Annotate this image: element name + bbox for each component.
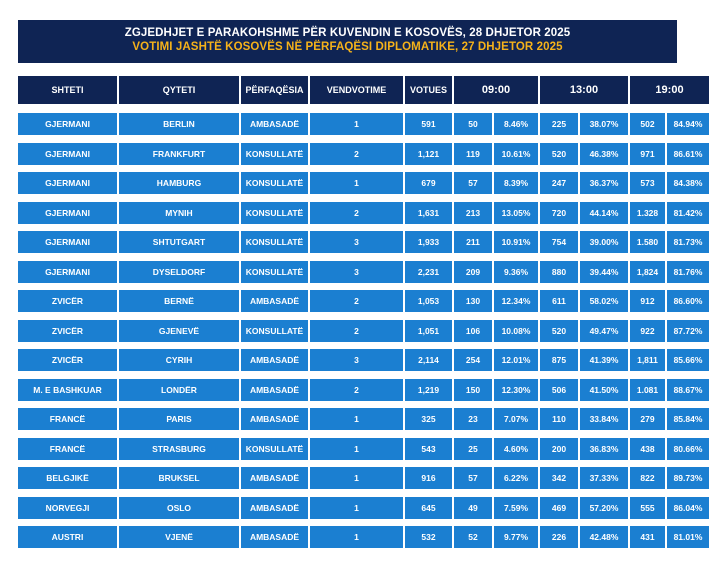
cell-vendvotime: 1 <box>310 408 403 430</box>
cell-vendvotime: 1 <box>310 467 403 489</box>
cell-pct-1900: 88.67% <box>667 379 709 401</box>
table-row <box>18 231 703 253</box>
cell-votes-1900: 912 <box>630 290 665 312</box>
cell-votes-1300: 200 <box>540 438 578 460</box>
cell-pct-1900: 86.60% <box>667 290 709 312</box>
cell-votues: 1,053 <box>405 290 452 312</box>
cell-votues: 532 <box>405 526 452 548</box>
cell-perfaqesia: AMBASADË <box>241 408 308 430</box>
header-time-1900: 19:00 <box>630 76 709 104</box>
header-time-1300: 13:00 <box>540 76 628 104</box>
cell-votes-1300: 342 <box>540 467 578 489</box>
cell-pct-0900: 8.39% <box>494 172 538 194</box>
cell-pct-1300: 57.20% <box>580 497 628 519</box>
cell-votes-1900: 922 <box>630 320 665 342</box>
cell-votues: 916 <box>405 467 452 489</box>
header-vendvotime: VENDVOTIME <box>310 76 403 104</box>
cell-votues: 1,219 <box>405 379 452 401</box>
cell-pct-0900: 6.22% <box>494 467 538 489</box>
title-banner <box>18 20 677 63</box>
cell-votes-1300: 754 <box>540 231 578 253</box>
cell-votes-0900: 50 <box>454 113 492 135</box>
cell-perfaqesia: AMBASADË <box>241 467 308 489</box>
title-main: ZGJEDHJET E PARAKOHSHME PËR KUVENDIN E KOSOVËS, 28 DHJETOR 2025 <box>124 27 571 39</box>
cell-pct-0900: 7.07% <box>494 408 538 430</box>
cell-pct-1900: 89.73% <box>667 467 709 489</box>
cell-pct-1300: 33.84% <box>580 408 628 430</box>
cell-votes-0900: 52 <box>454 526 492 548</box>
cell-votes-1900: 555 <box>630 497 665 519</box>
cell-pct-0900: 9.36% <box>494 261 538 283</box>
cell-qyteti: CYRIH <box>119 349 239 371</box>
cell-qyteti: MYNIH <box>119 202 239 224</box>
cell-pct-1300: 41.39% <box>580 349 628 371</box>
cell-votes-0900: 130 <box>454 290 492 312</box>
cell-votes-1300: 225 <box>540 113 578 135</box>
cell-vendvotime: 1 <box>310 526 403 548</box>
cell-votues: 543 <box>405 438 452 460</box>
cell-pct-1900: 84.94% <box>667 113 709 135</box>
cell-pct-1900: 81.73% <box>667 231 709 253</box>
cell-shteti: NORVEGJI <box>18 497 117 519</box>
cell-votes-1300: 520 <box>540 320 578 342</box>
cell-perfaqesia: AMBASADË <box>241 290 308 312</box>
cell-pct-1300: 42.48% <box>580 526 628 548</box>
cell-shteti: ZVICËR <box>18 290 117 312</box>
table-row <box>18 526 703 548</box>
cell-votues: 325 <box>405 408 452 430</box>
table-row <box>18 172 703 194</box>
table-row <box>18 408 703 430</box>
cell-vendvotime: 2 <box>310 290 403 312</box>
table-row <box>18 113 703 135</box>
cell-pct-1900: 81.42% <box>667 202 709 224</box>
table-row <box>18 379 703 401</box>
cell-votes-0900: 106 <box>454 320 492 342</box>
cell-qyteti: DYSELDORF <box>119 261 239 283</box>
cell-pct-0900: 12.01% <box>494 349 538 371</box>
cell-votes-1300: 226 <box>540 526 578 548</box>
cell-pct-0900: 10.91% <box>494 231 538 253</box>
cell-pct-1300: 49.47% <box>580 320 628 342</box>
cell-votes-0900: 23 <box>454 408 492 430</box>
cell-pct-1900: 80.66% <box>667 438 709 460</box>
cell-qyteti: SHTUTGART <box>119 231 239 253</box>
cell-shteti: GJERMANI <box>18 143 117 165</box>
table-row <box>18 143 703 165</box>
table-header <box>18 76 684 104</box>
cell-shteti: ZVICËR <box>18 320 117 342</box>
cell-qyteti: LONDËR <box>119 379 239 401</box>
cell-qyteti: FRANKFURT <box>119 143 239 165</box>
cell-pct-1900: 86.61% <box>667 143 709 165</box>
cell-pct-0900: 10.61% <box>494 143 538 165</box>
cell-perfaqesia: KONSULLATË <box>241 438 308 460</box>
cell-qyteti: BRUKSEL <box>119 467 239 489</box>
cell-votes-0900: 57 <box>454 172 492 194</box>
table-row <box>18 438 703 460</box>
cell-qyteti: PARIS <box>119 408 239 430</box>
cell-vendvotime: 3 <box>310 349 403 371</box>
cell-votes-0900: 49 <box>454 497 492 519</box>
cell-pct-1300: 39.00% <box>580 231 628 253</box>
cell-perfaqesia: AMBASADË <box>241 497 308 519</box>
header-perfaqesia: PËRFAQËSIA <box>241 76 308 104</box>
cell-votes-0900: 213 <box>454 202 492 224</box>
cell-shteti: GJERMANI <box>18 113 117 135</box>
cell-votes-1300: 520 <box>540 143 578 165</box>
header-shteti: SHTETI <box>18 76 117 104</box>
cell-shteti: BELGJIKË <box>18 467 117 489</box>
cell-pct-0900: 12.30% <box>494 379 538 401</box>
cell-pct-1300: 44.14% <box>580 202 628 224</box>
cell-pct-1300: 38.07% <box>580 113 628 135</box>
cell-shteti: FRANCË <box>18 438 117 460</box>
cell-perfaqesia: KONSULLATË <box>241 261 308 283</box>
cell-shteti: GJERMANI <box>18 172 117 194</box>
cell-votes-1900: 822 <box>630 467 665 489</box>
cell-pct-1300: 37.33% <box>580 467 628 489</box>
cell-pct-1900: 85.66% <box>667 349 709 371</box>
cell-shteti: AUSTRI <box>18 526 117 548</box>
cell-vendvotime: 2 <box>310 202 403 224</box>
cell-perfaqesia: KONSULLATË <box>241 320 308 342</box>
cell-pct-1900: 87.72% <box>667 320 709 342</box>
header-votues: VOTUES <box>405 76 452 104</box>
cell-votes-0900: 211 <box>454 231 492 253</box>
cell-votes-1900: 1.081 <box>630 379 665 401</box>
cell-votes-1300: 247 <box>540 172 578 194</box>
cell-votes-1300: 880 <box>540 261 578 283</box>
cell-vendvotime: 2 <box>310 143 403 165</box>
cell-vendvotime: 2 <box>310 379 403 401</box>
cell-votues: 645 <box>405 497 452 519</box>
cell-pct-1300: 39.44% <box>580 261 628 283</box>
table-row <box>18 290 703 312</box>
cell-votues: 591 <box>405 113 452 135</box>
cell-votues: 1,631 <box>405 202 452 224</box>
table-row <box>18 261 703 283</box>
cell-votes-1900: 1.580 <box>630 231 665 253</box>
cell-vendvotime: 1 <box>310 172 403 194</box>
cell-votes-0900: 57 <box>454 467 492 489</box>
cell-votues: 1,933 <box>405 231 452 253</box>
cell-pct-1900: 86.04% <box>667 497 709 519</box>
cell-vendvotime: 1 <box>310 438 403 460</box>
cell-qyteti: HAMBURG <box>119 172 239 194</box>
cell-votes-1900: 1,824 <box>630 261 665 283</box>
cell-pct-0900: 12.34% <box>494 290 538 312</box>
cell-votes-1300: 469 <box>540 497 578 519</box>
table-row <box>18 497 703 519</box>
header-qyteti: QYTETI <box>119 76 239 104</box>
cell-perfaqesia: KONSULLATË <box>241 143 308 165</box>
cell-votes-0900: 254 <box>454 349 492 371</box>
cell-pct-1900: 84.38% <box>667 172 709 194</box>
cell-votes-0900: 119 <box>454 143 492 165</box>
cell-pct-1900: 81.01% <box>667 526 709 548</box>
cell-votes-0900: 150 <box>454 379 492 401</box>
cell-vendvotime: 3 <box>310 261 403 283</box>
cell-votes-1900: 279 <box>630 408 665 430</box>
cell-votes-1300: 110 <box>540 408 578 430</box>
cell-votes-1900: 1.328 <box>630 202 665 224</box>
cell-votes-1300: 506 <box>540 379 578 401</box>
cell-pct-1300: 36.37% <box>580 172 628 194</box>
cell-pct-0900: 10.08% <box>494 320 538 342</box>
title-subtitle: VOTIMI JASHTË KOSOVËS NË PËRFAQËSI DIPLOMATIKE, 27 DHJETOR 2025 <box>132 41 563 53</box>
cell-pct-1300: 41.50% <box>580 379 628 401</box>
cell-qyteti: STRASBURG <box>119 438 239 460</box>
cell-vendvotime: 2 <box>310 320 403 342</box>
cell-qyteti: BERNË <box>119 290 239 312</box>
cell-vendvotime: 1 <box>310 497 403 519</box>
cell-votues: 679 <box>405 172 452 194</box>
cell-votes-1900: 431 <box>630 526 665 548</box>
cell-votes-1300: 875 <box>540 349 578 371</box>
cell-shteti: ZVICËR <box>18 349 117 371</box>
cell-pct-1900: 81.76% <box>667 261 709 283</box>
cell-pct-0900: 4.60% <box>494 438 538 460</box>
cell-perfaqesia: AMBASADË <box>241 349 308 371</box>
cell-votues: 1,051 <box>405 320 452 342</box>
header-time-0900: 09:00 <box>454 76 538 104</box>
cell-vendvotime: 3 <box>310 231 403 253</box>
cell-votes-0900: 25 <box>454 438 492 460</box>
cell-votes-1900: 1,811 <box>630 349 665 371</box>
cell-perfaqesia: AMBASADË <box>241 379 308 401</box>
cell-pct-0900: 9.77% <box>494 526 538 548</box>
cell-pct-0900: 8.46% <box>494 113 538 135</box>
cell-votes-1300: 720 <box>540 202 578 224</box>
cell-qyteti: GJENEVË <box>119 320 239 342</box>
cell-shteti: FRANCË <box>18 408 117 430</box>
cell-votes-1900: 971 <box>630 143 665 165</box>
cell-perfaqesia: AMBASADË <box>241 526 308 548</box>
cell-perfaqesia: KONSULLATË <box>241 172 308 194</box>
cell-shteti: GJERMANI <box>18 231 117 253</box>
cell-qyteti: VJENË <box>119 526 239 548</box>
cell-vendvotime: 1 <box>310 113 403 135</box>
cell-shteti: GJERMANI <box>18 261 117 283</box>
cell-pct-1900: 85.84% <box>667 408 709 430</box>
cell-shteti: GJERMANI <box>18 202 117 224</box>
cell-perfaqesia: KONSULLATË <box>241 202 308 224</box>
cell-shteti: M. E BASHKUAR <box>18 379 117 401</box>
cell-votes-1300: 611 <box>540 290 578 312</box>
table-row <box>18 202 703 224</box>
cell-votues: 1,121 <box>405 143 452 165</box>
cell-perfaqesia: KONSULLATË <box>241 231 308 253</box>
cell-perfaqesia: AMBASADË <box>241 113 308 135</box>
cell-pct-0900: 13.05% <box>494 202 538 224</box>
cell-votes-1900: 502 <box>630 113 665 135</box>
cell-votues: 2,114 <box>405 349 452 371</box>
cell-pct-1300: 36.83% <box>580 438 628 460</box>
cell-pct-1300: 46.38% <box>580 143 628 165</box>
cell-votes-1900: 573 <box>630 172 665 194</box>
table-row <box>18 320 703 342</box>
cell-votes-1900: 438 <box>630 438 665 460</box>
cell-votues: 2,231 <box>405 261 452 283</box>
table-row <box>18 467 703 489</box>
cell-qyteti: BERLIN <box>119 113 239 135</box>
cell-pct-1300: 58.02% <box>580 290 628 312</box>
cell-pct-0900: 7.59% <box>494 497 538 519</box>
table-row <box>18 349 703 371</box>
cell-qyteti: OSLO <box>119 497 239 519</box>
cell-votes-0900: 209 <box>454 261 492 283</box>
